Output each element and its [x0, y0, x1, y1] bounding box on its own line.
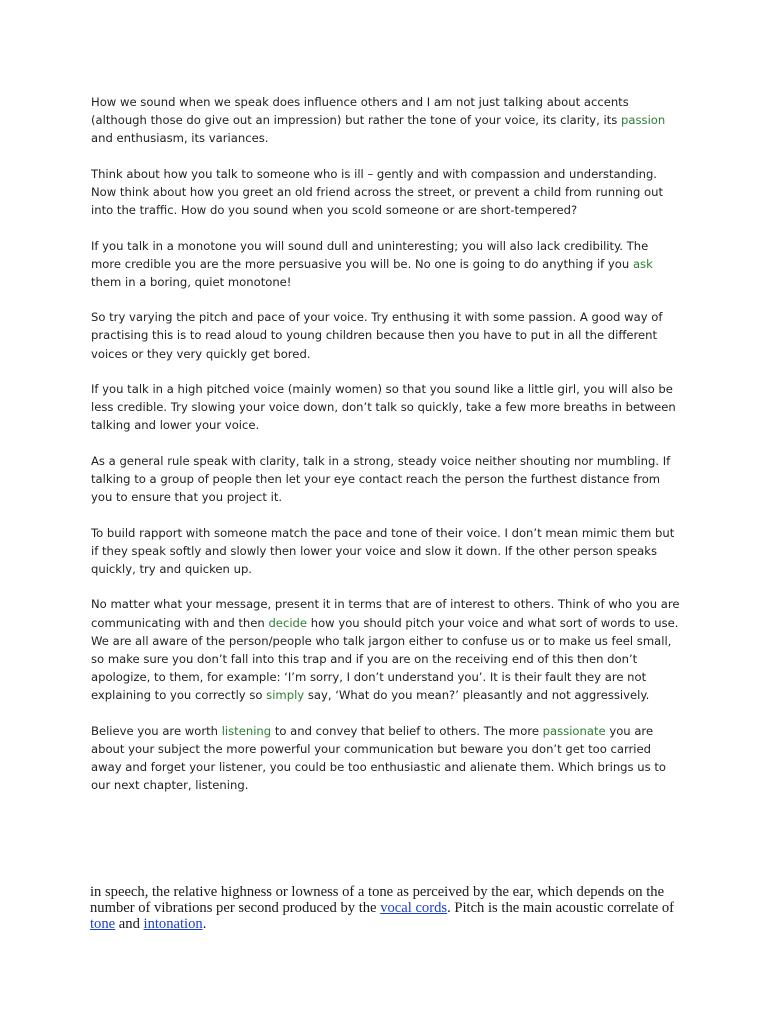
definition-text: . Pitch is the main acoustic correlate of — [447, 899, 674, 916]
paragraph-text: So try varying the pitch and pace of your voice. Try enthusing it with some passion. A good way of practising this is to read aloud to young children because then you have to put in all the different voices or they very quickly get bored. — [91, 310, 663, 361]
paragraph-5 — [91, 380, 681, 434]
paragraph-text: To build rapport with someone match the pace and tone of their voice. I don’t mean mimic them but if they speak softly and slowly then lower your voice and slow it down. If the other person speaks quickly, try and quicken up. — [91, 525, 675, 576]
paragraph-6 — [91, 452, 681, 506]
paragraph-text: Think about how you talk to someone who is ill – gently and with compassion and understanding. Now think about how you greet an old friend across the street, or prevent a child from running out into the traffic. How do you sound when you scold someone or are short-tempered? — [91, 166, 664, 217]
paragraph-text: them in a boring, quiet monotone! — [91, 274, 292, 289]
paragraph-text: No matter what your message, present it in terms that are of interest to others. Think of who you are communicating with and then — [91, 597, 680, 630]
keyword-term: listening — [221, 723, 272, 738]
article-body — [91, 93, 681, 811]
keyword-term: passionate — [542, 723, 606, 738]
paragraph-text: As a general rule speak with clarity, talk in a strong, steady voice neither shouting nor mumbling. If talking to a group of people then let your eye contact reach the person the furthest distance from you to ensure that you project it. — [91, 453, 671, 505]
paragraph-text: you are about your subject the more powerful your communication but beware you don’t get too carried away and forget your listener, you could be too enthusiastic and alienate them. Which brings us to our next chapter, listening. — [91, 723, 666, 792]
definition-text: and — [115, 915, 144, 932]
paragraph-4 — [91, 308, 681, 362]
definition-text: in speech, the relative highness or lowness of a tone as perceived by the ear, which depends on the number of vibrations per second produced by the — [90, 883, 665, 916]
definition-text: . — [202, 915, 207, 932]
paragraph-1 — [91, 93, 681, 147]
paragraph-text: If you talk in a high pitched voice (mainly women) so that you sound like a little girl, you will also be less credible. Try slowing your voice down, don’t talk so quickly, take a few more breaths in between talking and lower your voice. — [91, 382, 676, 433]
paragraph-text: say, ‘What do you mean?’ pleasantly and not aggressively. — [304, 687, 650, 702]
paragraph-text: to and convey that belief to others. The more — [271, 723, 543, 738]
paragraph-text: how you should pitch your voice and what sort of words to use. We are all aware of the person/people who talk jargon either to confuse us or to make us feel small, so make sure you don’t fall into this trap and if you are on the receiving end of this then don’t apologize, to them, for example: ‘I’m sorry, I don’t understand you’. It is their fault they are not explaining to you correctly so — [91, 615, 679, 702]
paragraph-3 — [91, 237, 681, 291]
definition-link-tone[interactable]: tone — [90, 915, 116, 932]
definition-link-vocal-cords[interactable]: vocal cords — [380, 899, 448, 916]
pitch-definition — [90, 884, 690, 932]
paragraph-2 — [91, 165, 681, 219]
definition-link-intonation[interactable]: intonation — [143, 915, 203, 932]
paragraph-7 — [91, 524, 681, 578]
paragraph-9 — [91, 722, 681, 794]
keyword-term: decide — [268, 615, 308, 630]
keyword-term: passion — [621, 113, 666, 128]
paragraph-text: and enthusiasm, its variances. — [91, 131, 269, 146]
paragraph-text: How we sound when we speak does influence others and I am not just talking about accents (although those do give out an impression) but rather the tone of your voice, its clarity, its — [91, 95, 629, 128]
paragraph-text: Believe you are worth — [91, 723, 222, 738]
keyword-term: simply — [266, 687, 305, 702]
paragraph-8 — [91, 595, 681, 704]
keyword-term: ask — [632, 256, 653, 271]
paragraph-text: If you talk in a monotone you will sound dull and uninteresting; you will also lack credibility. The more credible you are the more persuasive you will be. No one is going to do anything if you — [91, 238, 649, 271]
